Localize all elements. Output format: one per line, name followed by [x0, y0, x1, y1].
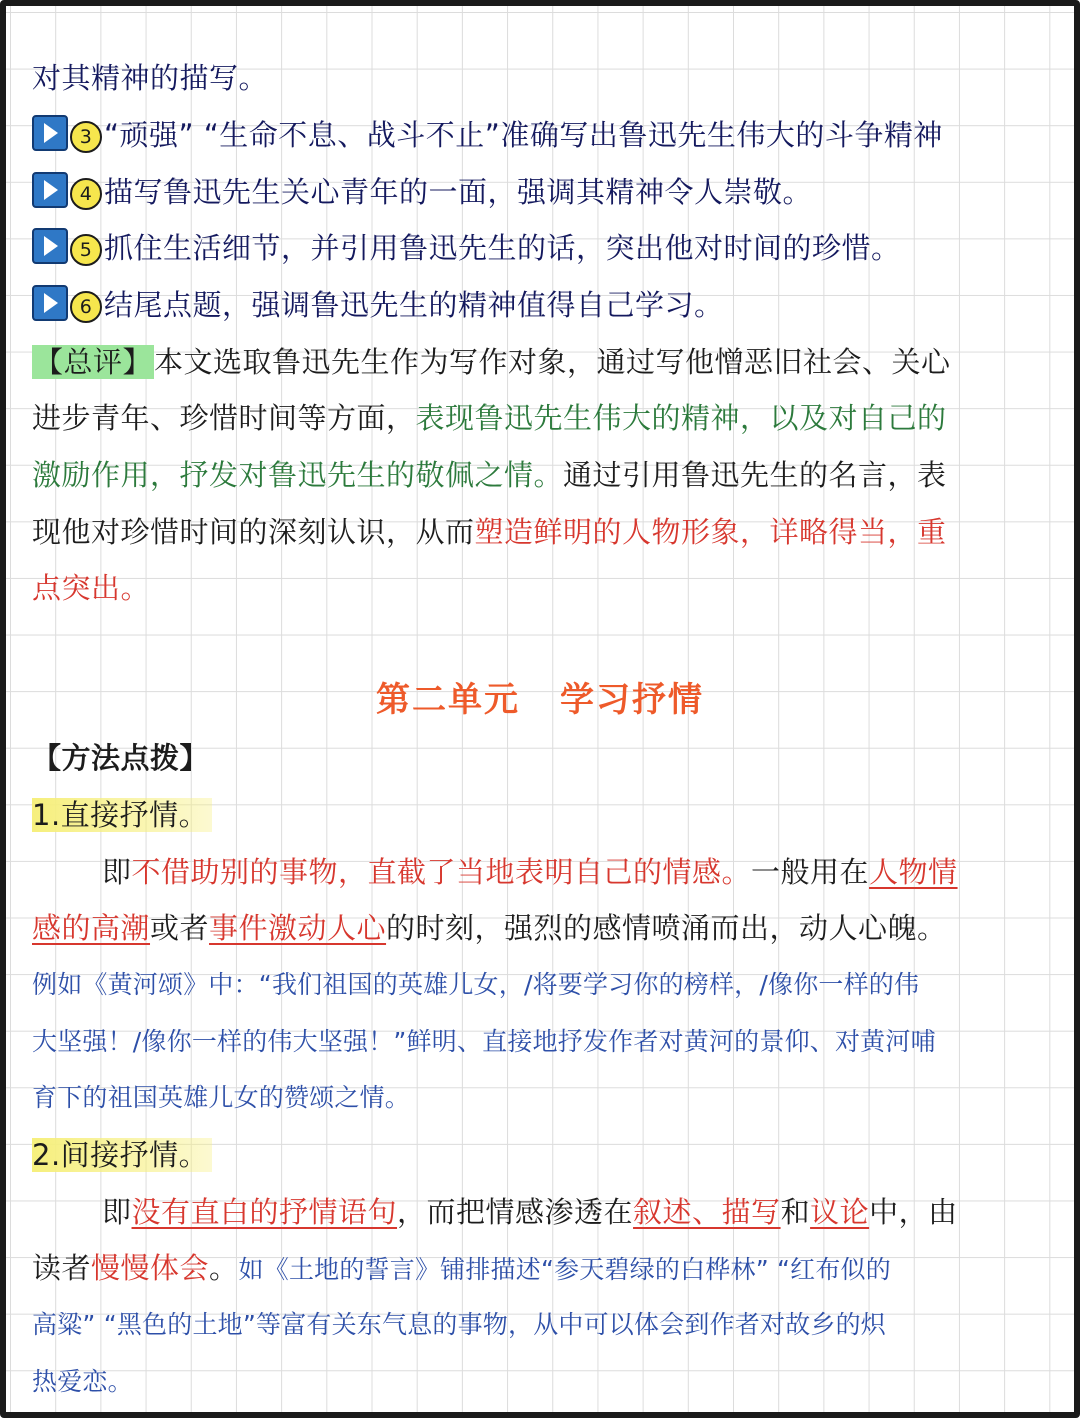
- underlined-text: 人物情: [869, 855, 958, 889]
- play-icon: [32, 172, 68, 208]
- list-item: [32, 277, 724, 333]
- highlight-text: 慢慢体会: [91, 1251, 210, 1285]
- line-text: 现他对珍惜时间的深刻认识，从而: [32, 515, 475, 549]
- method-tag: 【方法点拨】: [32, 741, 210, 775]
- circled-number-icon: 3: [70, 121, 102, 153]
- line-text: 的时刻，强烈的感情喷涌而出，动人心魄。: [386, 911, 947, 945]
- section-title-part: 学习抒情: [560, 680, 704, 720]
- example-text: 例如《黄河颂》中：“我们祖国的英雄儿女，/将要学习你的榜样，/像你一样的伟: [32, 970, 920, 999]
- list-item: [32, 107, 943, 163]
- list-item: [32, 164, 812, 220]
- highlight-text: 激励作用，抒发对鲁迅先生的敬佩之情。: [32, 458, 564, 492]
- text-line: [32, 50, 268, 106]
- highlight-text: 不借助别的事物，直截了当地表明自己的情感。: [131, 855, 752, 889]
- paragraph-line: [102, 844, 958, 900]
- play-icon: [32, 115, 68, 151]
- subheading-text: 2.间接抒情。: [32, 1138, 212, 1172]
- highlight-text: 塑造鲜明的人物形象，详略得当，重: [474, 515, 947, 549]
- highlight-text: 表现鲁迅先生伟大的精神，以及对自己的: [415, 401, 947, 435]
- example-line: [32, 1014, 936, 1070]
- example-text: 热爱恋。: [32, 1367, 133, 1396]
- line-text: 结尾点题，强调鲁迅先生的精神值得自己学习。: [104, 288, 724, 322]
- underlined-text: 没有直白的抒情语句: [131, 1195, 398, 1229]
- line-text: 一般用在: [751, 855, 870, 889]
- paragraph-line: [102, 1184, 958, 1240]
- line-text: 抓住生活细节，并引用鲁迅先生的话，突出他对时间的珍惜。: [104, 231, 901, 265]
- underlined-text: 事件激动人心: [209, 911, 387, 945]
- review-line: [32, 447, 947, 503]
- line-text: 通过引用鲁迅先生的名言，表: [563, 458, 947, 492]
- review-tag: 【总评】: [34, 345, 153, 379]
- underlined-text: 感的高潮: [32, 911, 151, 945]
- subheading: [32, 1127, 212, 1183]
- example-text: 大坚强！/像你一样的伟大坚强！”鲜明、直接地抒发作者对黄河的景仰、对黄河哺: [32, 1027, 936, 1056]
- review-line: [32, 390, 947, 446]
- example-text: 高粱” “黑色的土地”等富有关东气息的事物，从中可以体会到作者对故乡的炽: [32, 1310, 887, 1339]
- line-text: 即: [102, 855, 132, 889]
- line-text: “顽强” “生命不息、战斗不止”准确写出鲁迅先生伟大的斗争精神: [104, 118, 943, 152]
- line-text: 即: [102, 1195, 132, 1229]
- circled-number-icon: 6: [70, 291, 102, 323]
- subheading: [32, 787, 212, 843]
- circled-number-icon: 5: [70, 234, 102, 266]
- line-text: ，而把情感渗透在: [397, 1195, 634, 1229]
- list-item: [32, 220, 901, 276]
- example-line: [32, 1070, 410, 1126]
- circled-number-icon: 4: [70, 178, 102, 210]
- line-text: 或者: [150, 911, 210, 945]
- line-text: 对其精神的描写。: [32, 61, 269, 95]
- subheading-text: 1.直接抒情。: [32, 798, 212, 832]
- line-text: 描写鲁迅先生关心青年的一面，强调其精神令人崇敬。: [104, 175, 813, 209]
- example-text: 如《土地的誓言》铺排描述“参天碧绿的白桦林” “红布似的: [238, 1255, 891, 1284]
- line-text: 读者: [32, 1251, 92, 1285]
- review-line: [32, 504, 947, 560]
- method-heading: [32, 730, 209, 786]
- play-icon: [32, 228, 68, 264]
- line-text: 。: [209, 1251, 239, 1285]
- line-text: 本文选取鲁迅先生作为写作对象，通过写他憎恶旧社会、关心: [154, 345, 951, 379]
- example-line: [32, 957, 919, 1013]
- underlined-text: 议论: [810, 1195, 870, 1229]
- review-line: [32, 560, 150, 616]
- underlined-text: 叙述、描写: [633, 1195, 781, 1229]
- review-line: [32, 334, 951, 390]
- play-icon: [32, 285, 68, 321]
- paragraph-line: [32, 900, 947, 956]
- line-text: 和: [780, 1195, 811, 1229]
- example-text: 育下的祖国英雄儿女的赞颂之情。: [32, 1083, 411, 1112]
- line-text: 进步青年、珍惜时间等方面，: [32, 401, 416, 435]
- section-title: [6, 670, 1074, 730]
- paragraph-line: [32, 1240, 891, 1296]
- example-line: [32, 1354, 133, 1410]
- line-text: 中，由: [869, 1195, 958, 1229]
- highlight-text: 点突出。: [32, 571, 151, 605]
- section-title-part: 第二单元: [376, 680, 520, 720]
- example-line: [32, 1297, 886, 1353]
